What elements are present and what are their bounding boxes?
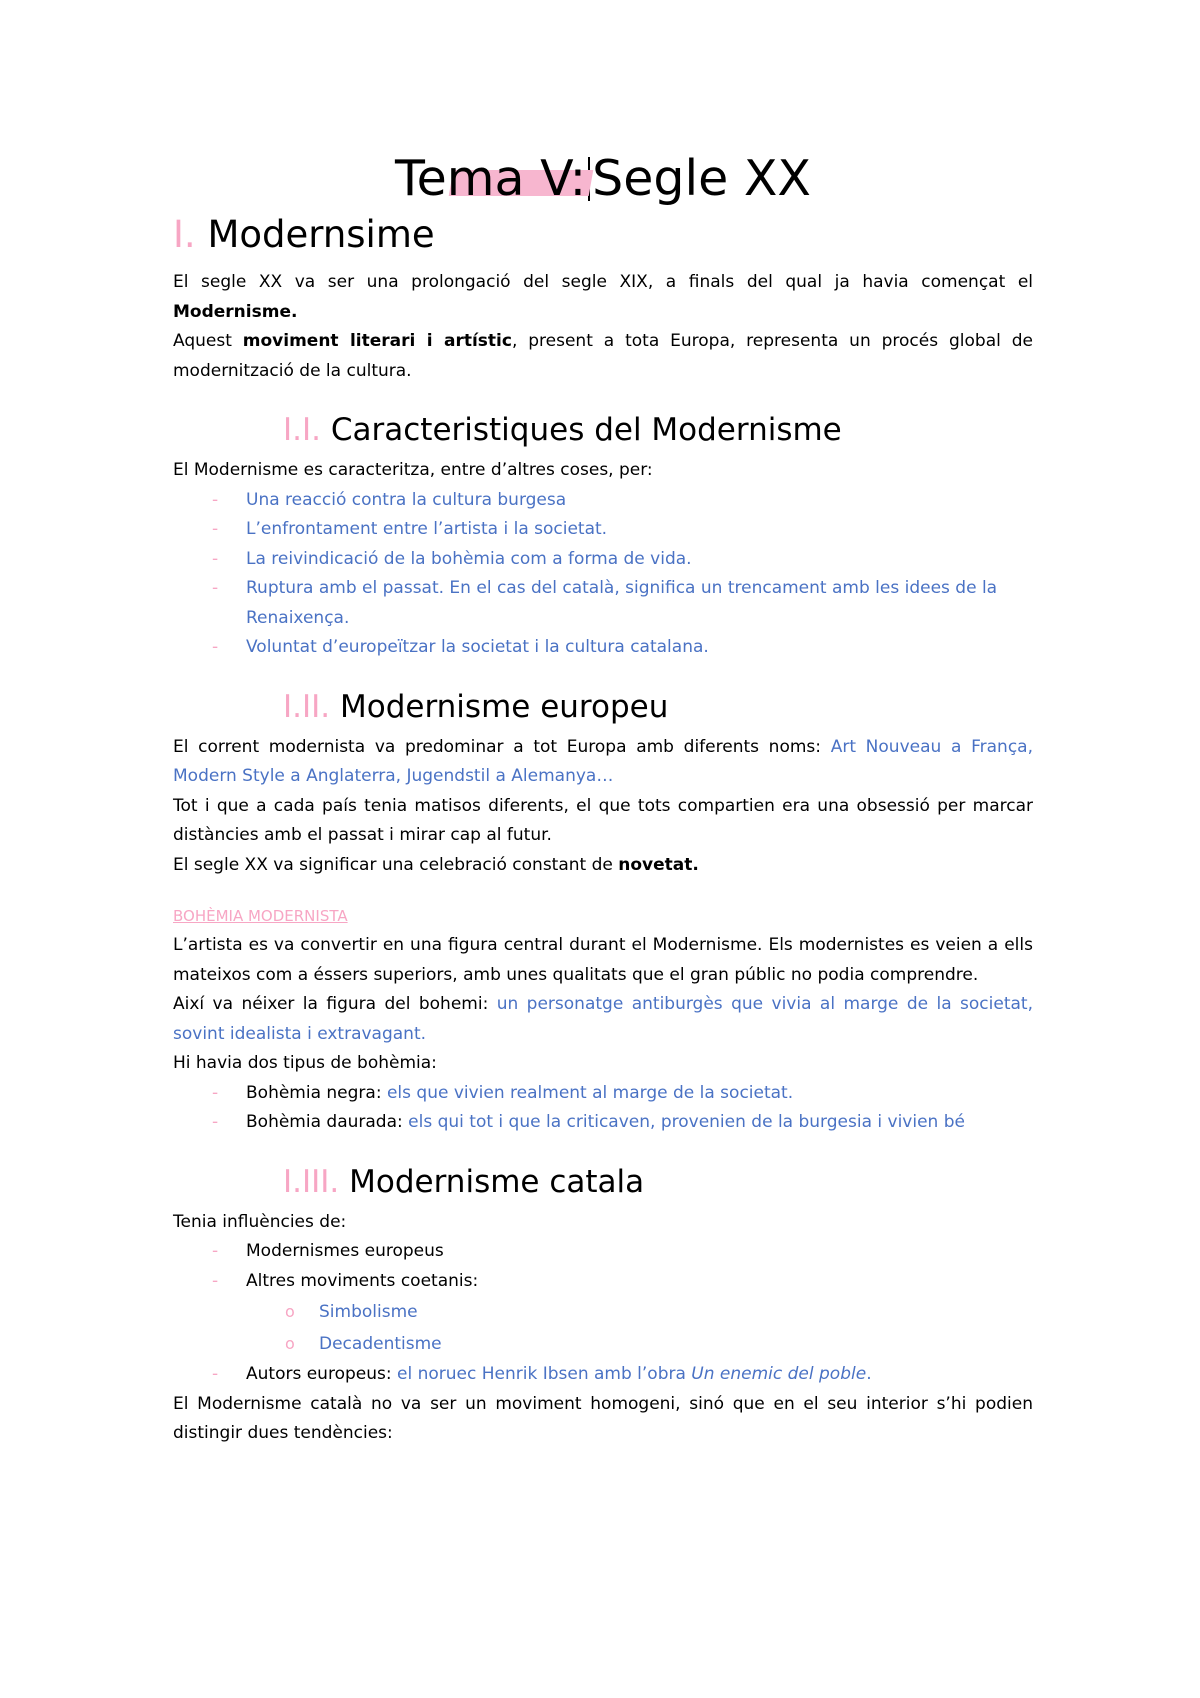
section-number: I. — [173, 213, 196, 256]
section-title: Caracteristiques del Modernisme — [330, 412, 842, 448]
title-part-2: Segle XX — [592, 150, 811, 207]
section-number: I.III. — [283, 1163, 340, 1200]
section-heading-1-2 — [283, 687, 1033, 727]
list-item: - Modernismes europeus — [246, 1237, 1033, 1267]
section-title: Modernsime — [207, 213, 435, 256]
characteristics-list — [173, 486, 1033, 663]
section-title: Modernisme europeu — [340, 688, 669, 725]
list-item: - Voluntat d’europeïtzar la societat i la cultura catalana. — [246, 633, 1033, 663]
title-highlighted-part: Tema V: — [395, 148, 586, 210]
paragraph: El segle XX va significar una celebració constant de novetat. — [173, 854, 699, 875]
paragraph: El segle XX va ser una prolongació del segle XIX, a finals del qual ja havia començat el Modernisme. — [173, 272, 1033, 322]
bohemia-list — [173, 1079, 1033, 1138]
sub-list-item: o Simbolisme — [319, 1296, 1033, 1328]
sub-list — [246, 1296, 1033, 1360]
paragraph: Tot i que a cada país tenia matisos diferents, el que tots compartien era una obsessió per marcar distàncies amb el passat i mirar cap al futur. — [173, 795, 1033, 845]
sub-list-item: o Decadentisme — [319, 1328, 1033, 1360]
list-item: - Bohèmia daurada: els qui tot i que la criticaven, provenien de la burgesia i vivien bé — [246, 1108, 1033, 1138]
paragraph: Hi havia dos tipus de bohèmia: — [173, 1053, 437, 1073]
list-item: - La reivindicació de la bohèmia com a forma de vida. — [246, 545, 1033, 575]
document-content — [173, 148, 1033, 1449]
list-item: - Ruptura amb el passat. En el cas del català, significa un trencament amb les idees de la Renaixença. — [246, 574, 1033, 633]
paragraph: Tenia influències de: — [173, 1211, 347, 1232]
paragraph: L’artista es va convertir en una figura central durant el Modernisme. Els modernistes es veien a ells mateixos com a éssers superiors, amb unes qualitats que el gran públic no podia comprendre. — [173, 935, 1033, 985]
influences-list — [173, 1237, 1033, 1390]
paragraph: El Modernisme es caracteritza, entre d’altres coses, per: — [173, 460, 653, 480]
section-number: I.II. — [283, 688, 331, 725]
list-item: - Bohèmia negra: els que vivien realment al marge de la societat. — [246, 1079, 1033, 1109]
document-title — [173, 148, 1033, 210]
section-heading-1-3 — [283, 1162, 1033, 1202]
section-heading-1 — [173, 212, 1033, 258]
paragraph: El corrent modernista va predominar a tot Europa amb diferents noms: Art Nouveau a França, Modern Style a Anglaterra, Jugendstil a Alemanya… — [173, 736, 1033, 786]
section-title: Modernisme catala — [349, 1163, 645, 1200]
section-heading-1-1 — [283, 410, 1033, 450]
list-item: - L’enfrontament entre l’artista i la societat. — [246, 515, 1033, 545]
paragraph: Aquest moviment literari i artístic, present a tota Europa, representa un procés global de modernització de la cultura. — [173, 331, 1033, 381]
list-item: - Autors europeus: el noruec Henrik Ibsen amb l’obra Un enemic del poble. — [246, 1360, 1033, 1390]
paragraph: Així va néixer la figura del bohemi: un personatge antiburgès que vivia al marge de la societat, sovint idealista i extravagant. — [173, 994, 1033, 1044]
bohemia-heading: BOHÈMIA MODERNISTA — [173, 907, 348, 925]
paragraph: El Modernisme català no va ser un moviment homogeni, sinó que en el seu interior s’hi podien distingir dues tendències: — [173, 1393, 1033, 1443]
list-item: - Una reacció contra la cultura burgesa — [246, 486, 1033, 516]
list-item: - Altres moviments coetanis: o Simbolisme o Decadentisme — [246, 1267, 1033, 1361]
section-number: I.I. — [283, 412, 321, 448]
